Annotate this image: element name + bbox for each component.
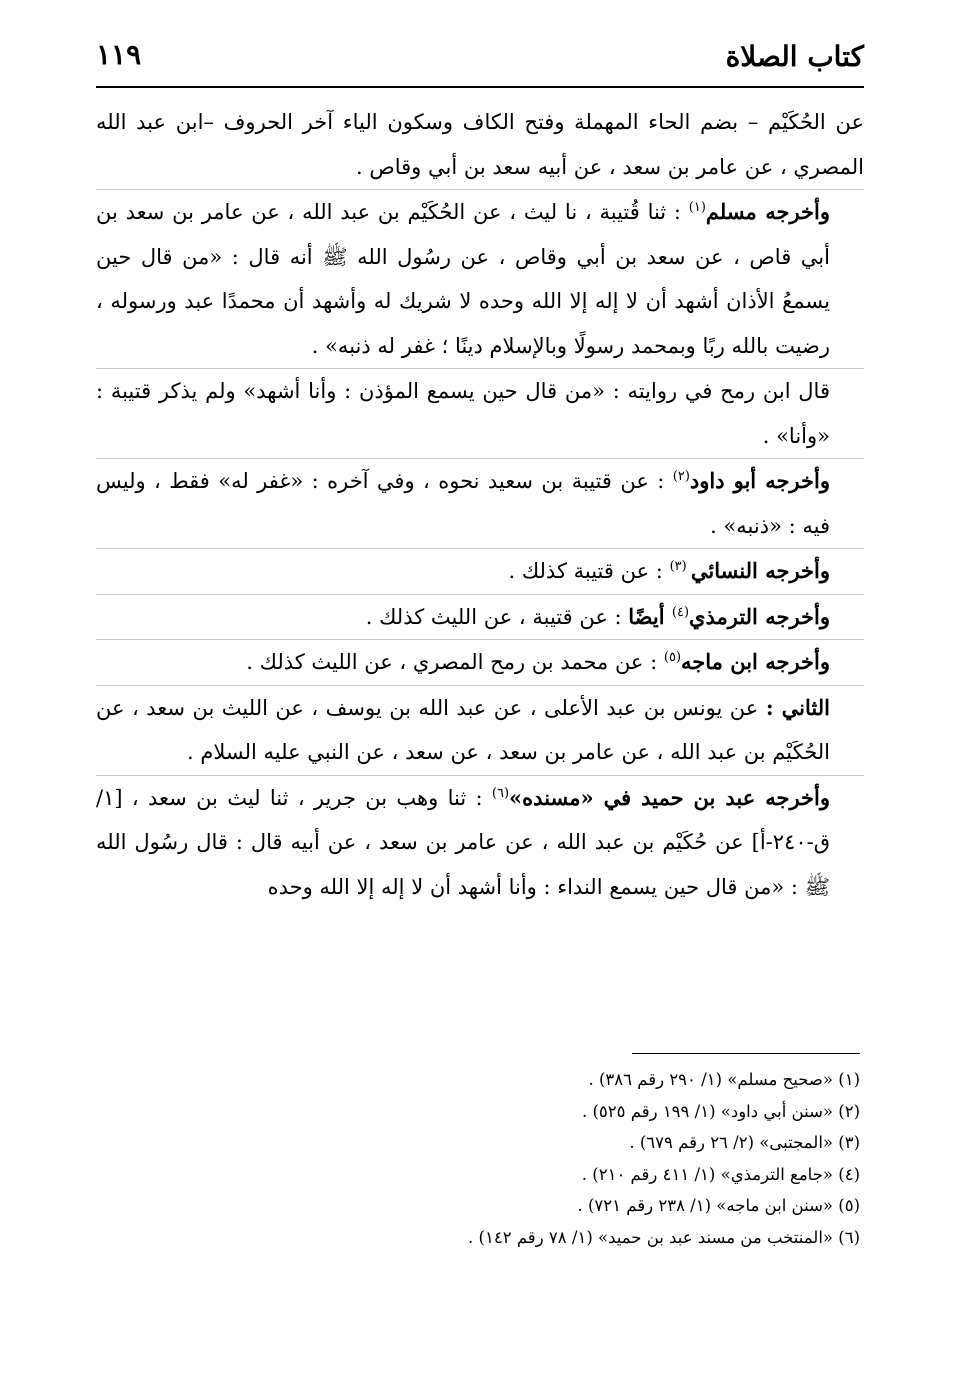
paragraph: [96, 775, 864, 910]
paragraph-text: : ثنا قُتيبة ، نا ليث ، عن الحُكَيْم بن عبد الله ، عن عامر بن سعد بن أبي قاص ، عن سعد بن أبي وقاص ، عن رسُول الله ﷺ أنه قال : «من قال حين يسمعُ الأذان أشهد أن لا إله إلا الله وحده لا شريك له وأشهد أن محمدًا عبد ورسوله ، رضيت بالله ربًا وبمحمد رسولًا وبالإسلام دينًا ؛ غفر له ذنبه» .: [96, 200, 830, 358]
footnote-ref: (٤): [671, 604, 690, 620]
footnote-ref: (٣): [669, 559, 691, 574]
book-title: كتاب الصلاة: [725, 40, 864, 73]
footnote-ref: (٦): [491, 785, 510, 801]
footnote: (٤) «جامع الترمذي» (١/ ٤١١ رقم ٢١٠) .: [581, 1164, 860, 1184]
source-lead: وأخرجه النسائي: [690, 558, 830, 583]
paragraph: [96, 189, 864, 368]
footnote-ref: (١): [688, 200, 706, 215]
paragraph: [96, 548, 864, 594]
paragraph-text: : عن قتيبة ، عن الليث كذلك .: [365, 604, 629, 629]
page-header: [96, 30, 864, 88]
source-lead: وأخرجه عبد بن حميد في «مسنده»: [509, 784, 830, 810]
main-text: [96, 100, 864, 909]
section-lead: الثاني :: [765, 694, 830, 720]
footnote: (١) «صحيح مسلم» (١/ ٢٩٠ رقم ٣٨٦) .: [588, 1070, 860, 1089]
paragraph: [96, 685, 864, 775]
source-lead: وأخرجه مسلم: [705, 199, 830, 224]
footnotes: [96, 1064, 860, 1253]
paragraph: [96, 639, 864, 685]
source-lead-continued: أيضًا: [628, 603, 672, 629]
source-lead: وأخرجه ابن ماجه: [681, 649, 830, 674]
paragraph-text: : عن قتيبة بن سعيد نحوه ، وفي آخره : «غفر له» فقط ، وليس فيه : «ذنبه» .: [96, 469, 830, 538]
paragraph-text: : عن قتيبة كذلك .: [508, 559, 670, 583]
paragraph: قال ابن رمح في روايته : «من قال حين يسمع المؤذن : وأنا أشهد» ولم يذكر قتيبة : «وأنا» .: [96, 368, 864, 458]
footnote: (٥) «سنن ابن ماجه» (١/ ٢٣٨ رقم ٧٢١) .: [577, 1196, 860, 1215]
source-lead: وأخرجه الترمذي: [689, 603, 830, 629]
paragraph-text: عن يونس بن عبد الأعلى ، عن عبد الله بن يوسف ، عن الليث بن سعد ، عن الحُكَيْم بن عبد الله ، عن عامر بن سعد ، عن سعد ، عن النبي عليه السلام .: [96, 695, 830, 764]
footnote: (٦) «المنتخب من مسند عبد بن حميد» (١/ ٧٨ رقم ١٤٢) .: [468, 1227, 860, 1247]
footnote-ref: (٢): [672, 469, 690, 484]
footnote: (٣) «المجتبى» (٢/ ٢٦ رقم ٦٧٩) .: [629, 1133, 860, 1152]
paragraph: [96, 458, 864, 548]
paragraph-text: : عن محمد بن رمح المصري ، عن الليث كذلك .: [246, 650, 664, 674]
paragraph: عن الحُكَيْم – بضم الحاء المهملة وفتح الكاف وسكون الياء آخر الحروف –ابن عبد الله المصري ، عن عامر بن سعد ، عن أبيه سعد بن أبي وقاص .: [96, 110, 864, 179]
paragraph: [96, 594, 864, 640]
page-number: ١١٩: [96, 38, 142, 71]
footnote-ref: (٥): [663, 650, 682, 665]
footnote: (٢) «سنن أبي داود» (١/ ١٩٩ رقم ٥٢٥) .: [581, 1101, 860, 1121]
footnote-divider: [632, 1053, 860, 1054]
source-lead: وأخرجه أبو داود: [689, 468, 830, 493]
paragraph-text: : ثنا وهب بن جرير ، ثنا ليث بن سعد ، [١/ق-٢٤٠-أ] عن حُكَيْم بن عبد الله ، عن عامر بن سعد ، عن أبيه قال : قال رسُول الله ﷺ : «من قال حين يسمع النداء : وأنا أشهد أن لا إله إلا الله وحده: [96, 785, 830, 899]
